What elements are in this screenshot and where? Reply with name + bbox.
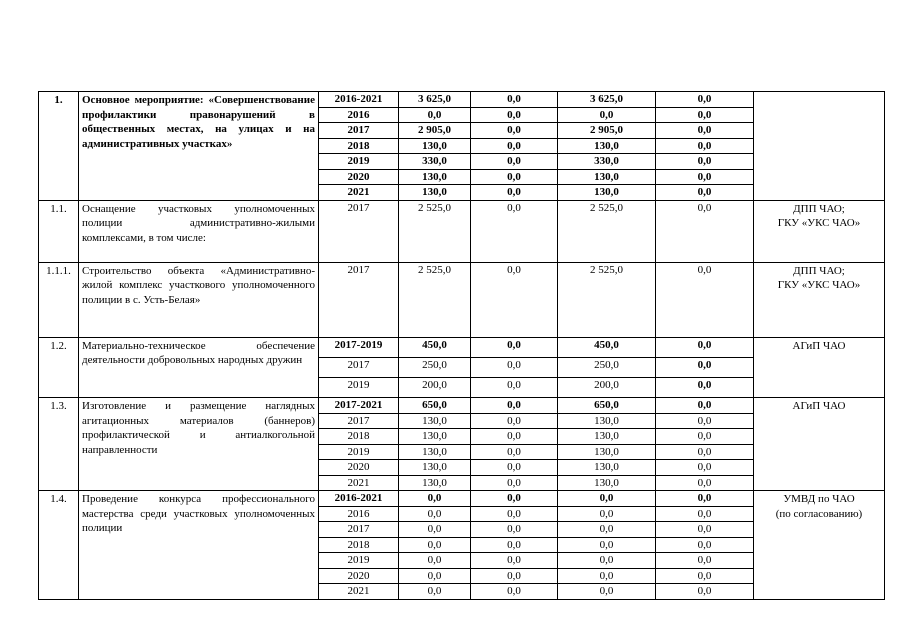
district-amount-cell: 0,0 [558, 506, 656, 522]
year-cell: 2017-2019 [319, 337, 399, 357]
year-cell: 2017 [319, 200, 399, 262]
executor-cell [754, 200, 885, 262]
year-cell: 2016-2021 [319, 92, 399, 108]
district-amount-cell: 650,0 [558, 398, 656, 414]
other-amount-cell: 0,0 [656, 357, 754, 377]
row-number: 1.1. [50, 202, 67, 215]
measure-name: Материально-техническое обеспечение деятельности добровольных народных дружин [82, 339, 315, 366]
district-amount-cell: 250,0 [558, 357, 656, 377]
federal-amount-cell: 0,0 [471, 138, 558, 154]
federal-amount-cell: 0,0 [471, 185, 558, 201]
executor-name: ДПП ЧАО; ГКУ «УКС ЧАО» [777, 202, 861, 229]
table-row [39, 200, 885, 262]
executor-name: ДПП ЧАО; ГКУ «УКС ЧАО» [777, 264, 861, 291]
federal-amount-cell: 0,0 [471, 537, 558, 553]
year-cell: 2020 [319, 568, 399, 584]
executor-cell [754, 398, 885, 491]
federal-amount-cell: 0,0 [471, 398, 558, 414]
executor-name: АГиП ЧАО [792, 400, 846, 413]
total-amount-cell: 330,0 [399, 154, 471, 170]
other-amount-cell: 0,0 [656, 154, 754, 170]
year-cell: 2019 [319, 444, 399, 460]
other-amount-cell: 0,0 [656, 378, 754, 398]
other-amount-cell: 0,0 [656, 200, 754, 262]
measure-name-cell [79, 92, 319, 201]
measure-name: Проведение конкурса профессионального мастерства среди участковых уполномоченных полиции [82, 493, 315, 535]
year-cell: 2016 [319, 506, 399, 522]
federal-amount-cell: 0,0 [471, 378, 558, 398]
district-amount-cell: 0,0 [558, 491, 656, 507]
total-amount-cell: 0,0 [399, 568, 471, 584]
total-amount-cell: 130,0 [399, 169, 471, 185]
measure-name-cell [79, 491, 319, 600]
measure-name-cell [79, 337, 319, 398]
year-cell: 2018 [319, 429, 399, 445]
total-amount-cell: 0,0 [399, 537, 471, 553]
district-amount-cell: 2 905,0 [558, 123, 656, 139]
total-amount-cell: 0,0 [399, 506, 471, 522]
executor-cell [754, 337, 885, 398]
other-amount-cell: 0,0 [656, 506, 754, 522]
other-amount-cell: 0,0 [656, 584, 754, 600]
year-cell: 2017 [319, 413, 399, 429]
federal-amount-cell: 0,0 [471, 475, 558, 491]
federal-amount-cell: 0,0 [471, 491, 558, 507]
year-cell: 2019 [319, 154, 399, 170]
year-cell: 2019 [319, 553, 399, 569]
federal-amount-cell: 0,0 [471, 429, 558, 445]
measure-name: Оснащение участковых уполномоченных полиции административно-жилыми комплексами, в том числе: [82, 202, 315, 244]
other-amount-cell: 0,0 [656, 429, 754, 445]
row-number: 1.2. [50, 339, 67, 352]
federal-amount-cell: 0,0 [471, 107, 558, 123]
year-cell: 2017-2021 [319, 398, 399, 414]
row-number-cell [39, 262, 79, 337]
federal-amount-cell: 0,0 [471, 154, 558, 170]
federal-amount-cell: 0,0 [471, 506, 558, 522]
table-row [39, 491, 885, 507]
total-amount-cell: 0,0 [399, 522, 471, 538]
total-amount-cell: 0,0 [399, 553, 471, 569]
other-amount-cell: 0,0 [656, 553, 754, 569]
row-number: 1.4. [50, 493, 67, 506]
year-cell: 2021 [319, 475, 399, 491]
row-number-cell [39, 491, 79, 600]
federal-amount-cell: 0,0 [471, 460, 558, 476]
federal-amount-cell: 0,0 [471, 413, 558, 429]
district-amount-cell: 130,0 [558, 169, 656, 185]
federal-amount-cell: 0,0 [471, 584, 558, 600]
other-amount-cell: 0,0 [656, 444, 754, 460]
program-measures-table [38, 91, 885, 600]
total-amount-cell: 3 625,0 [399, 92, 471, 108]
federal-amount-cell: 0,0 [471, 568, 558, 584]
row-number: 1.3. [50, 400, 67, 413]
total-amount-cell: 250,0 [399, 357, 471, 377]
total-amount-cell: 650,0 [399, 398, 471, 414]
total-amount-cell: 2 905,0 [399, 123, 471, 139]
federal-amount-cell: 0,0 [471, 522, 558, 538]
executor-cell [754, 262, 885, 337]
total-amount-cell: 130,0 [399, 460, 471, 476]
measure-name-cell [79, 398, 319, 491]
other-amount-cell: 0,0 [656, 537, 754, 553]
row-number-cell [39, 398, 79, 491]
other-amount-cell: 0,0 [656, 522, 754, 538]
year-cell: 2020 [319, 460, 399, 476]
district-amount-cell: 2 525,0 [558, 262, 656, 337]
federal-amount-cell: 0,0 [471, 337, 558, 357]
total-amount-cell: 130,0 [399, 429, 471, 445]
other-amount-cell: 0,0 [656, 568, 754, 584]
other-amount-cell: 0,0 [656, 460, 754, 476]
district-amount-cell: 0,0 [558, 553, 656, 569]
other-amount-cell: 0,0 [656, 107, 754, 123]
total-amount-cell: 0,0 [399, 584, 471, 600]
other-amount-cell: 0,0 [656, 413, 754, 429]
other-amount-cell: 0,0 [656, 123, 754, 139]
district-amount-cell: 200,0 [558, 378, 656, 398]
executor-name [757, 92, 881, 93]
federal-amount-cell: 0,0 [471, 553, 558, 569]
measure-name-cell [79, 262, 319, 337]
measure-name: Основное мероприятие: «Совершенствование профилактики правонарушений в общественных местах, на улицах и на административных участках» [82, 94, 315, 150]
total-amount-cell: 0,0 [399, 491, 471, 507]
other-amount-cell: 0,0 [656, 169, 754, 185]
row-number: 1. [54, 94, 63, 106]
table-row [39, 92, 885, 108]
measure-name-cell [79, 200, 319, 262]
district-amount-cell: 0,0 [558, 584, 656, 600]
other-amount-cell: 0,0 [656, 475, 754, 491]
table-row [39, 337, 885, 357]
district-amount-cell: 130,0 [558, 460, 656, 476]
total-amount-cell: 130,0 [399, 185, 471, 201]
total-amount-cell: 2 525,0 [399, 262, 471, 337]
district-amount-cell: 0,0 [558, 537, 656, 553]
executor-cell [754, 491, 885, 600]
total-amount-cell: 130,0 [399, 138, 471, 154]
year-cell: 2020 [319, 169, 399, 185]
row-number-cell [39, 92, 79, 201]
federal-amount-cell: 0,0 [471, 444, 558, 460]
district-amount-cell: 0,0 [558, 522, 656, 538]
table-row [39, 398, 885, 414]
district-amount-cell: 130,0 [558, 444, 656, 460]
total-amount-cell: 130,0 [399, 444, 471, 460]
year-cell: 2021 [319, 185, 399, 201]
district-amount-cell: 130,0 [558, 138, 656, 154]
other-amount-cell: 0,0 [656, 337, 754, 357]
federal-amount-cell: 0,0 [471, 200, 558, 262]
year-cell: 2017 [319, 262, 399, 337]
total-amount-cell: 2 525,0 [399, 200, 471, 262]
district-amount-cell: 3 625,0 [558, 92, 656, 108]
year-cell: 2018 [319, 138, 399, 154]
other-amount-cell: 0,0 [656, 491, 754, 507]
row-number-cell [39, 200, 79, 262]
district-amount-cell: 0,0 [558, 107, 656, 123]
row-number: 1.1.1. [46, 264, 71, 277]
other-amount-cell: 0,0 [656, 92, 754, 108]
federal-amount-cell: 0,0 [471, 123, 558, 139]
district-amount-cell: 130,0 [558, 413, 656, 429]
federal-amount-cell: 0,0 [471, 357, 558, 377]
executor-name: АГиП ЧАО [792, 339, 846, 352]
year-cell: 2018 [319, 537, 399, 553]
year-cell: 2017 [319, 522, 399, 538]
federal-amount-cell: 0,0 [471, 262, 558, 337]
total-amount-cell: 130,0 [399, 475, 471, 491]
district-amount-cell: 0,0 [558, 568, 656, 584]
executor-name: УМВД по ЧАО (по согласованию) [775, 493, 863, 520]
district-amount-cell: 130,0 [558, 429, 656, 445]
year-cell: 2017 [319, 123, 399, 139]
district-amount-cell: 2 525,0 [558, 200, 656, 262]
other-amount-cell: 0,0 [656, 262, 754, 337]
total-amount-cell: 0,0 [399, 107, 471, 123]
year-cell: 2016 [319, 107, 399, 123]
table-row [39, 262, 885, 337]
other-amount-cell: 0,0 [656, 398, 754, 414]
other-amount-cell: 0,0 [656, 138, 754, 154]
executor-cell [754, 92, 885, 201]
federal-amount-cell: 0,0 [471, 169, 558, 185]
measure-name: Изготовление и размещение наглядных агитационных материалов (баннеров) профилактической и антиалкогольной направленности [82, 400, 315, 456]
year-cell: 2016-2021 [319, 491, 399, 507]
row-number-cell [39, 337, 79, 398]
other-amount-cell: 0,0 [656, 185, 754, 201]
measure-name: Строительство объекта «Административно-жилой комплекс участкового уполномоченного полиции в с. Усть-Белая» [82, 264, 315, 306]
year-cell: 2019 [319, 378, 399, 398]
federal-amount-cell: 0,0 [471, 92, 558, 108]
total-amount-cell: 200,0 [399, 378, 471, 398]
district-amount-cell: 450,0 [558, 337, 656, 357]
year-cell: 2021 [319, 584, 399, 600]
district-amount-cell: 330,0 [558, 154, 656, 170]
total-amount-cell: 450,0 [399, 337, 471, 357]
total-amount-cell: 130,0 [399, 413, 471, 429]
district-amount-cell: 130,0 [558, 475, 656, 491]
year-cell: 2017 [319, 357, 399, 377]
district-amount-cell: 130,0 [558, 185, 656, 201]
